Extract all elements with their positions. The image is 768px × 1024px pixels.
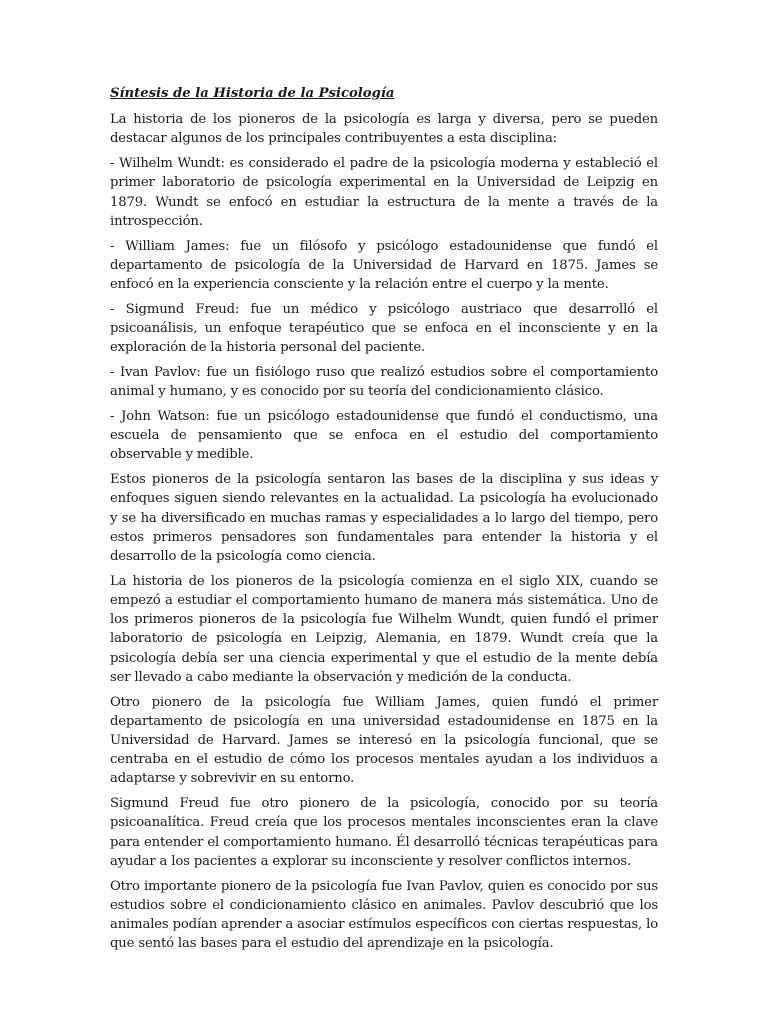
freud-paragraph: Sigmund Freud fue otro pionero de la psicología, conocido por su teoría psicoanalítica. Freud creía que los procesos mentales inconscientes eran la clave para entender el comportamiento humano. Él desarrolló técnicas terapéuticas para ayudar a los pacientes a explorar su inconsciente y resolver conflictos internos. xyxy=(110,796,658,869)
list-item-james: - William James: fue un filósofo y psicólogo estadounidense que fundó el departamento de psicología de la Universidad de Harvard en 1875. James se enfocó en la experiencia consciente y la relación entre el cuerpo y la mente. xyxy=(110,238,658,293)
pavlov-paragraph: Otro importante pionero de la psicología fue Ivan Pavlov, quien es conocido por sus estudios sobre el condicionamiento clásico en animales. Pavlov descubrió que los animales podían aprender a asociar estímulos específicos con ciertas respuestas, lo que sentó las bases para el estudio del aprendizaje en la psicología. xyxy=(110,878,658,952)
list-item-pavlov: - Ivan Pavlov: fue un fisiólogo ruso que realizó estudios sobre el comportamiento animal y humano, y es conocido por su teoría del condicionamiento clásico. xyxy=(110,365,658,400)
summary-paragraph: Estos pioneros de la psicología sentaron las bases de la disciplina y sus ideas y enfoques siguen siendo relevantes en la actualidad. La psicología ha evolucionado y se ha diversificado en muchas ramas y especialidades a lo largo del tiempo, pero estos primeros pensadores son fundamentales para entender la historia y el desarrollo de la psicología como ciencia. xyxy=(110,472,658,565)
list-item-wundt: - Wilhelm Wundt: es considerado el padre de la psicología moderna y estableció el primer laboratorio de psicología experimental en la Universidad de Leipzig en 1879. Wundt se enfocó en estudiar la estructura de la mente a través de la introspección. xyxy=(110,156,658,229)
list-item-watson: - John Watson: fue un psicólogo estadounidense que fundó el conductismo, una escuela de pensamiento que se enfoca en el estudio del comportamiento observable y medible. xyxy=(110,409,658,463)
wundt-paragraph: La historia de los pioneros de la psicología comienza en el siglo XIX, cuando se empezó a estudiar el comportamiento humano de manera más sistemática. Uno de los primeros pioneros de la psicología fue Wilhelm Wundt, quien fundó el primer laboratorio de psicología en Leipzig, Alemania, en 1879. Wundt creía que la psicología debía ser una ciencia experimental y que el estudio de la mente debía ser llevado a cabo mediante la observación y medición de la conducta. xyxy=(110,573,658,685)
document-title: Síntesis de la Historia de la Psicología xyxy=(110,86,395,101)
list-item-freud: - Sigmund Freud: fue un médico y psicólogo austriaco que desarrolló el psicoanálisis, un enfoque terapéutico que se enfoca en el inconsciente y en la exploración de la historia personal del paciente. xyxy=(110,301,658,356)
james-paragraph: Otro pionero de la psicología fue William James, quien fundó el primer departamento de psicología en una universidad estadounidense en 1875 en la Universidad de Harvard. James se interesó en la psicología funcional, que se centraba en el estudio de cómo los procesos mentales ayudan a los individuos a adaptarse y sobrevivir en su entorno. xyxy=(110,694,658,787)
intro-paragraph: La historia de los pioneros de la psicología es larga y diversa, pero se pueden destacar algunos de los principales contribuyentes a esta disciplina: xyxy=(110,112,658,147)
document-page xyxy=(110,84,658,959)
